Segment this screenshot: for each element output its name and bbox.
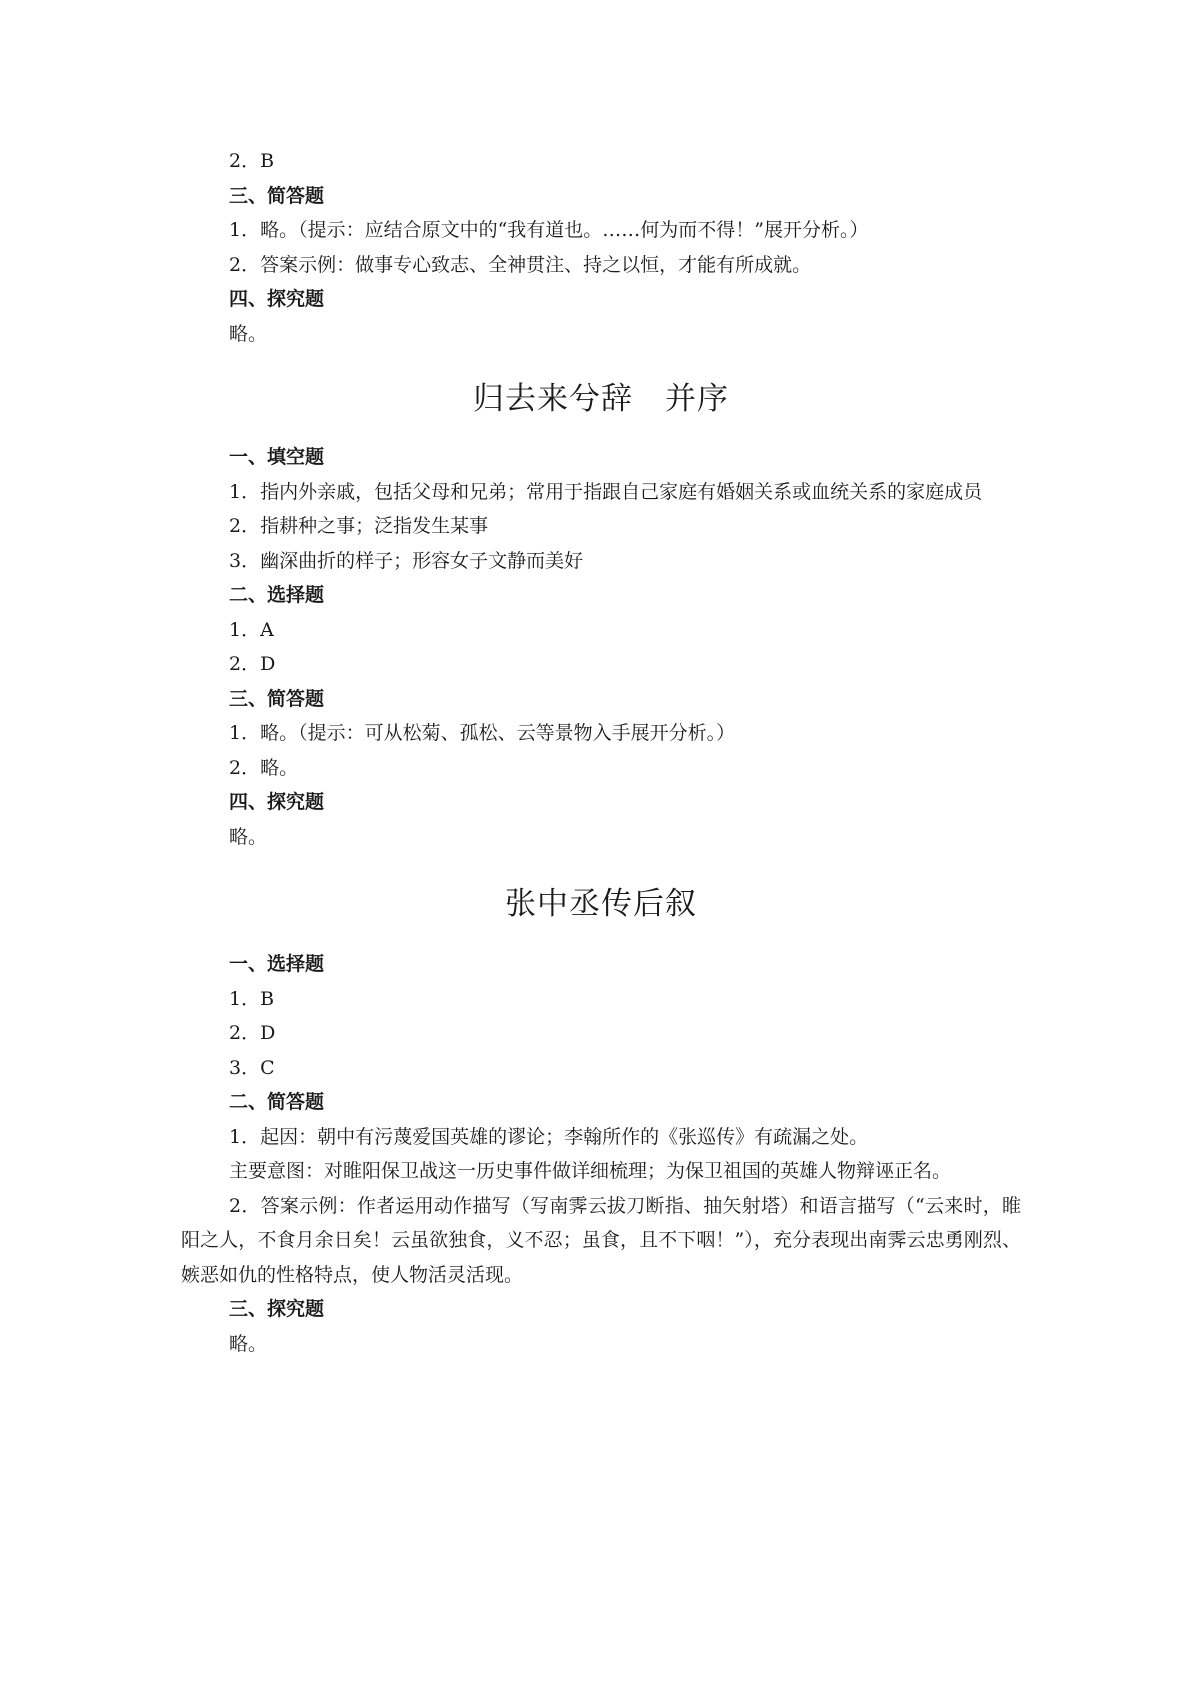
answer-line: 3．幽深曲折的样子；形容女子文静而美好: [229, 549, 584, 572]
answer-line: 2．D: [229, 1022, 276, 1044]
answer-line: 略。: [229, 825, 268, 848]
answer-line: 1．略。（提示：应结合原文中的“我有道也。……何为而不得！”展开分析。）: [229, 219, 869, 241]
answer-line: 2．答案示例：做事专心致志、全神贯注、持之以恒，才能有所成就。: [229, 253, 812, 276]
answer-line: 1．略。（提示：可从松菊、孤松、云等景物入手展开分析。）: [229, 722, 736, 744]
lesson-title-guiqulaixici: 归去来兮辞 并序: [473, 381, 729, 417]
answer-line: 2．指耕种之事；泛指发生某事: [229, 515, 489, 537]
answer-paragraph: 1．指内外亲戚，包括父母和兄弟；常用于指跟自己家庭有婚姻关系或血统关系的家庭成员: [229, 480, 983, 503]
lesson-section-zhangzhongchengzhuanhouxu: [181, 947, 1021, 1361]
answer-content: [181, 144, 1021, 1361]
answer-line: 1．A: [229, 618, 274, 641]
section-heading: 三、探究题: [229, 1298, 325, 1320]
section-heading: 四、探究题: [229, 791, 325, 813]
section-heading: 四、探究题: [229, 288, 325, 310]
section-heading: 三、简答题: [229, 687, 325, 710]
answer-line: 2．略。: [229, 756, 299, 779]
section-heading: 一、选择题: [229, 953, 325, 975]
answer-line: 略。: [229, 1332, 268, 1355]
lesson-title-zhangzhongchengzhuanhouxu: 张中丞传后叙: [505, 886, 697, 922]
answer-line: 2．D: [229, 653, 276, 675]
answer-line: 1．B: [229, 987, 275, 1010]
answer-line: 略。: [229, 322, 268, 345]
section-heading: 二、选择题: [229, 584, 325, 606]
answer-line: 主要意图：对睢阳保卫战这一历史事件做详细梳理；为保卫祖国的英雄人物辩诬正名。: [229, 1160, 952, 1182]
answer-paragraph: 2．答案示例：作者运用动作描写（写南霁云拔刀断指、抽矢射塔）和语言描写（“云来时，睢阳之人，不食月余日矣！云虽欲独食，义不忍；虽食，且不下咽！”），充分表现出南霁云忠勇刚烈、嫉恶如仇的性格特点，使人物活灵活现。: [181, 1194, 1021, 1286]
answer-line: 2．B: [229, 150, 275, 172]
section-heading: 一、填空题: [229, 446, 325, 468]
top-section: [181, 144, 1021, 351]
answer-line: 1．起因：朝中有污蔑爱国英雄的谬论；李翰所作的《张巡传》有疏漏之处。: [229, 1125, 869, 1148]
section-heading: 二、简答题: [229, 1091, 325, 1113]
answer-line: 3．C: [229, 1056, 275, 1079]
lesson-section-guiqulaixici: [181, 440, 1021, 854]
section-heading: 三、简答题: [229, 184, 325, 207]
